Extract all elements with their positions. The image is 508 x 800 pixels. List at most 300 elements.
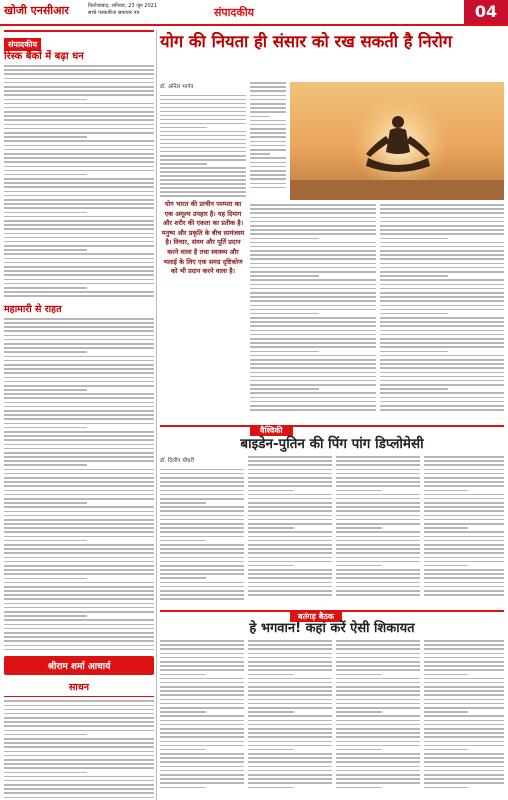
text-line <box>248 690 332 692</box>
text-line <box>424 757 504 759</box>
text-line <box>4 283 154 285</box>
text-line <box>4 237 154 239</box>
text-line <box>380 359 504 361</box>
text-line <box>248 774 332 776</box>
text-line <box>424 536 504 538</box>
text-line <box>336 724 420 726</box>
text-line <box>250 338 376 340</box>
text-line <box>248 657 332 659</box>
text-line <box>4 111 154 113</box>
text-line <box>4 326 154 328</box>
text-line <box>160 694 244 696</box>
text-line <box>250 208 376 210</box>
text-line <box>336 686 420 688</box>
text-line <box>4 776 154 778</box>
text-line <box>336 540 420 542</box>
text-line <box>336 565 382 567</box>
text-line <box>4 515 154 517</box>
text-line <box>160 745 244 747</box>
text-line <box>4 485 154 487</box>
text-line <box>160 661 244 663</box>
text-line <box>160 548 244 550</box>
text-line <box>160 766 244 768</box>
text-line <box>250 149 286 151</box>
text-line <box>336 774 420 776</box>
text-line <box>248 699 332 701</box>
text-line <box>4 734 87 736</box>
text-line <box>380 401 504 403</box>
text-line <box>160 552 244 554</box>
text-line <box>336 653 420 655</box>
text-line <box>4 448 154 450</box>
main-article-col-2 <box>250 204 376 416</box>
text-line <box>160 175 246 176</box>
text-line <box>160 657 244 659</box>
text-line <box>336 531 420 533</box>
text-line <box>380 388 448 390</box>
text-line <box>250 359 376 361</box>
text-line <box>250 363 376 365</box>
text-line <box>424 594 504 596</box>
text-line <box>4 207 154 209</box>
text-line <box>336 548 420 550</box>
text-line <box>336 778 420 780</box>
text-line <box>248 460 332 462</box>
text-line <box>248 523 332 525</box>
text-line <box>160 99 246 100</box>
bottom-article-col-4 <box>424 640 504 796</box>
text-line <box>4 295 154 297</box>
text-line <box>160 720 244 722</box>
text-line <box>4 439 154 441</box>
text-line <box>160 95 246 96</box>
text-line <box>160 703 244 705</box>
text-line <box>4 636 154 638</box>
text-line <box>248 569 332 571</box>
text-line <box>248 552 332 554</box>
text-line <box>160 531 244 533</box>
text-line <box>4 502 87 504</box>
text-line <box>380 330 504 332</box>
text-line <box>160 770 244 772</box>
text-line <box>248 770 332 772</box>
text-line <box>4 713 154 715</box>
text-line <box>248 490 294 492</box>
text-line <box>250 355 376 357</box>
text-line <box>4 772 87 774</box>
text-line <box>250 217 376 219</box>
text-line <box>4 145 154 147</box>
text-line <box>380 296 504 298</box>
text-line <box>250 229 376 231</box>
text-line <box>160 540 206 542</box>
text-line <box>4 132 154 134</box>
text-line <box>4 536 154 538</box>
text-line <box>4 418 154 420</box>
text-line <box>336 586 420 588</box>
text-line <box>4 725 154 727</box>
text-line <box>250 132 286 134</box>
text-line <box>250 238 319 240</box>
text-line <box>160 665 244 667</box>
text-line <box>380 254 504 256</box>
text-line <box>424 711 468 713</box>
text-line <box>4 397 154 399</box>
text-line <box>160 678 244 680</box>
text-line <box>160 163 207 164</box>
text-line <box>380 242 504 244</box>
text-line <box>424 510 504 512</box>
bottom-article-col-2 <box>248 640 332 796</box>
sadhan-body <box>4 700 154 800</box>
text-line <box>424 573 504 575</box>
text-line <box>336 674 382 676</box>
text-line <box>380 208 504 210</box>
text-line <box>4 640 154 642</box>
text-line <box>250 174 286 176</box>
text-line <box>250 183 286 185</box>
text-line <box>424 766 504 768</box>
text-line <box>424 699 504 701</box>
text-line <box>424 640 504 642</box>
text-line <box>424 494 504 496</box>
text-line <box>4 490 154 492</box>
text-line <box>248 582 332 584</box>
text-line <box>4 788 154 790</box>
text-line <box>4 519 154 521</box>
text-line <box>336 485 420 487</box>
text-line <box>4 531 154 533</box>
text-line <box>4 578 87 580</box>
text-line <box>250 82 286 84</box>
text-line <box>160 523 244 525</box>
text-line <box>4 594 154 596</box>
text-line <box>380 392 504 394</box>
text-line <box>160 151 246 152</box>
text-line <box>380 258 504 260</box>
text-line <box>4 410 154 412</box>
text-line <box>4 274 154 276</box>
text-line <box>4 157 154 159</box>
text-line <box>160 127 207 128</box>
text-line <box>160 711 206 713</box>
middle-article-col-4 <box>424 456 504 606</box>
text-line <box>248 586 332 588</box>
text-line <box>380 271 504 273</box>
middle-article-col-1 <box>160 456 244 606</box>
text-line <box>248 498 332 500</box>
text-line <box>424 648 504 650</box>
text-line <box>336 694 420 696</box>
text-line <box>4 381 154 383</box>
middle-article-col-2 <box>248 456 332 606</box>
text-line <box>250 242 376 244</box>
text-line <box>4 233 154 235</box>
text-line <box>424 460 504 462</box>
text-line <box>380 376 504 378</box>
text-line <box>250 288 376 290</box>
text-line <box>250 267 376 269</box>
text-line <box>424 527 468 529</box>
text-line <box>4 262 154 264</box>
text-line <box>250 292 376 294</box>
text-line <box>248 757 332 759</box>
text-line <box>250 317 376 319</box>
text-line <box>4 590 154 592</box>
text-line <box>248 640 332 642</box>
text-line <box>424 653 504 655</box>
text-line <box>336 669 420 671</box>
text-line <box>4 153 154 155</box>
text-line <box>250 342 376 344</box>
text-line <box>336 711 382 713</box>
text-line <box>4 253 154 255</box>
text-line <box>250 397 376 399</box>
text-line <box>380 363 504 365</box>
text-line <box>336 661 420 663</box>
middle-article-col-3 <box>336 456 420 606</box>
text-line <box>250 376 376 378</box>
text-line <box>4 107 154 109</box>
text-line <box>424 552 504 554</box>
text-line <box>4 128 154 130</box>
text-line <box>4 452 154 454</box>
text-line <box>336 640 420 642</box>
text-line <box>248 561 332 563</box>
text-line <box>4 191 154 193</box>
text-line <box>248 745 332 747</box>
text-line <box>250 103 286 105</box>
text-line <box>336 678 420 680</box>
text-line <box>248 469 332 471</box>
text-line <box>248 707 332 709</box>
text-line <box>4 615 87 617</box>
text-line <box>248 753 332 755</box>
text-line <box>250 107 286 109</box>
main-article-col-1 <box>160 82 246 197</box>
text-line <box>424 782 504 784</box>
text-line <box>160 648 244 650</box>
text-line <box>380 338 504 340</box>
text-line <box>424 745 504 747</box>
text-line <box>4 423 154 425</box>
text-line <box>424 774 504 776</box>
main-article-col-3 <box>380 204 504 416</box>
text-line <box>4 216 154 218</box>
text-line <box>248 778 332 780</box>
text-line <box>380 204 504 206</box>
text-line <box>4 444 154 446</box>
text-line <box>336 473 420 475</box>
text-line <box>248 548 332 550</box>
text-line <box>4 632 154 634</box>
text-line <box>380 292 504 294</box>
text-line <box>380 313 448 315</box>
text-line <box>4 220 154 222</box>
text-line <box>160 586 244 588</box>
text-line <box>250 86 286 88</box>
text-line <box>336 510 420 512</box>
text-line <box>160 749 206 751</box>
text-line <box>424 690 504 692</box>
text-line <box>336 594 420 596</box>
text-line <box>160 732 244 734</box>
text-line <box>250 309 376 311</box>
text-line <box>380 288 504 290</box>
left-column <box>4 30 154 800</box>
text-line <box>4 99 87 101</box>
text-line <box>424 506 504 508</box>
text-line <box>4 649 154 651</box>
text-line <box>336 464 420 466</box>
text-line <box>160 527 244 529</box>
text-line <box>160 557 244 559</box>
text-line <box>160 682 244 684</box>
text-line <box>250 116 270 118</box>
text-line <box>380 397 504 399</box>
text-line <box>4 582 154 584</box>
text-line <box>4 645 154 647</box>
text-line <box>4 619 154 621</box>
text-line <box>336 502 420 504</box>
text-line <box>160 774 244 776</box>
text-line <box>4 414 154 416</box>
bottom-article-col-3 <box>336 640 420 796</box>
text-line <box>4 335 154 337</box>
text-line <box>380 346 504 348</box>
text-line <box>336 456 420 458</box>
text-line <box>250 367 376 369</box>
text-line <box>336 582 420 584</box>
text-line <box>250 401 376 403</box>
text-line <box>160 490 244 492</box>
text-line <box>4 738 154 740</box>
text-line <box>4 78 154 80</box>
text-line <box>4 170 154 172</box>
text-line <box>250 254 376 256</box>
text-line <box>4 389 87 391</box>
text-line <box>160 778 244 780</box>
text-line <box>248 544 332 546</box>
text-line <box>250 330 376 332</box>
text-line <box>4 270 154 272</box>
text-line <box>160 715 244 717</box>
text-line <box>248 720 332 722</box>
text-line <box>250 141 286 143</box>
text-line <box>424 703 504 705</box>
text-line <box>250 380 376 382</box>
text-line <box>4 161 154 163</box>
text-line <box>424 665 504 667</box>
text-line <box>248 456 332 458</box>
text-line <box>248 736 332 738</box>
text-line <box>248 678 332 680</box>
text-line <box>4 73 154 75</box>
text-line <box>4 279 154 281</box>
text-line <box>336 561 420 563</box>
text-line <box>250 334 376 336</box>
text-line <box>336 736 420 738</box>
text-line <box>424 787 468 789</box>
text-line <box>160 741 244 743</box>
text-line <box>250 178 286 180</box>
text-line <box>248 665 332 667</box>
text-line <box>250 296 376 298</box>
text-line <box>248 715 332 717</box>
text-line <box>248 481 332 483</box>
text-line <box>160 135 246 136</box>
text-line <box>4 249 87 251</box>
text-line <box>4 709 154 711</box>
text-line <box>4 469 154 471</box>
text-line <box>248 540 332 542</box>
text-line <box>4 552 154 554</box>
text-line <box>424 531 504 533</box>
text-line <box>250 95 286 97</box>
text-line <box>250 221 376 223</box>
text-line <box>160 506 244 508</box>
text-line <box>250 136 286 138</box>
text-line <box>380 405 504 407</box>
text-line <box>4 607 154 609</box>
text-line <box>160 544 244 546</box>
text-line <box>160 761 244 763</box>
text-line <box>250 271 376 273</box>
text-line <box>424 519 504 521</box>
main-article-narrow <box>250 82 286 197</box>
text-line <box>250 250 376 252</box>
text-line <box>380 384 504 386</box>
text-line <box>160 167 246 168</box>
text-line <box>4 573 154 575</box>
text-line <box>424 778 504 780</box>
text-line <box>336 460 420 462</box>
text-line <box>380 221 504 223</box>
text-line <box>4 90 154 92</box>
text-line <box>250 145 286 147</box>
text-line <box>250 405 376 407</box>
text-line <box>4 792 154 794</box>
text-line <box>160 469 244 471</box>
text-line <box>248 682 332 684</box>
text-line <box>4 86 154 88</box>
text-line <box>160 707 244 709</box>
text-line <box>336 577 420 579</box>
text-line <box>4 228 154 230</box>
text-line <box>250 225 376 227</box>
text-line <box>336 494 420 496</box>
text-line <box>4 82 154 84</box>
text-line <box>4 149 154 151</box>
text-line <box>336 732 420 734</box>
text-line <box>424 728 504 730</box>
text-line <box>336 536 420 538</box>
text-line <box>424 477 504 479</box>
text-line <box>250 187 286 189</box>
text-line <box>4 544 154 546</box>
text-line <box>380 284 504 286</box>
text-line <box>4 557 154 559</box>
text-line <box>424 469 504 471</box>
text-line <box>160 561 244 563</box>
text-line <box>4 377 154 379</box>
main-author: डॉ. अनिल भार्गव <box>160 84 194 90</box>
text-line <box>160 115 246 116</box>
text-line <box>4 460 154 462</box>
yoga-meditation-image <box>290 82 504 200</box>
text-line <box>424 686 504 688</box>
text-line <box>4 178 154 180</box>
